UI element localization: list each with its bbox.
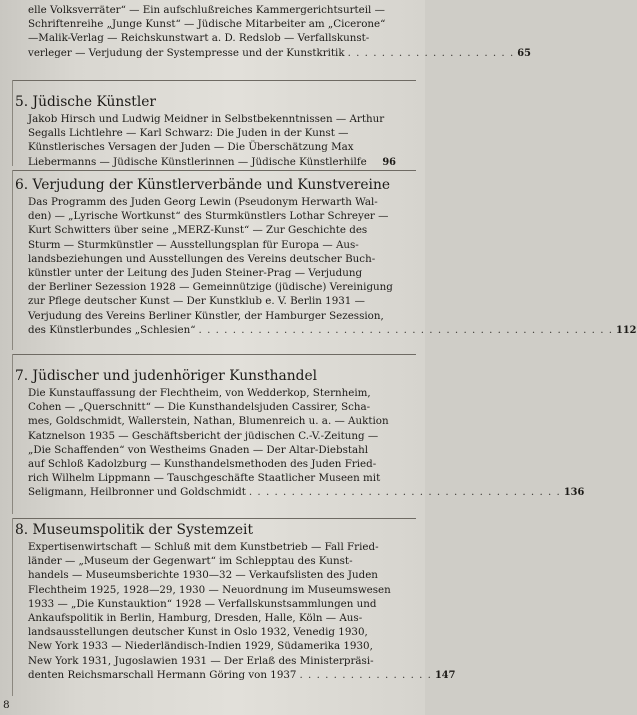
toc-line: rich Wilhelm Lippmann — Tauschgeschäfte Staatlicher Museen mit bbox=[28, 472, 381, 485]
section-divider bbox=[12, 354, 416, 355]
section-divider bbox=[12, 518, 416, 519]
section-4-continuation bbox=[28, 3, 531, 60]
toc-line-last: des Künstlerbundes „Schlesien“ . . . . . . . . . . . . . . . . . . . . . . . . . . . . . . . . . . . . . . . . . . . . . . . . . 112 bbox=[28, 323, 396, 337]
toc-line: Expertisenwirtschaft — Schluß mit dem Kunstbetrieb — Fall Fried- bbox=[28, 541, 379, 553]
section-8 bbox=[12, 522, 456, 682]
toc-line: der Berliner Sezession 1928 — Gemeinnützige (jüdische) Vereinigung bbox=[28, 281, 393, 294]
toc-line: länder — „Museum der Gegenwart“ im Schlepptau des Kunst- bbox=[28, 555, 353, 568]
page-number: 136 bbox=[563, 487, 585, 499]
leader-dots: . . . . . . . . . . . . . . . . . . . . . . . . . . . . . . . . . . . . . . . . . . . . . . . . . bbox=[198, 323, 614, 336]
toc-line: Katznelson 1935 — Geschäftsbericht der jüdischen C.-V.-Zeitung — bbox=[28, 429, 379, 442]
toc-line: mes, Goldschmidt, Wallerstein, Nathan, Blumenreich u. a. — Auktion bbox=[28, 415, 389, 428]
toc-line: auf Schloß Kadolzburg — Kunsthandelsmethoden des Juden Fried- bbox=[28, 457, 377, 470]
toc-line: „Die Schaffenden“ von Westheims Gnaden — Der Altar-Diebstahl bbox=[28, 443, 369, 456]
toc-line: New York 1931, Jugoslawien 1931 — Der Erlaß des Ministerpräsi- bbox=[28, 654, 374, 667]
section-6 bbox=[12, 177, 637, 337]
toc-line: Segalls Lichtlehre — Karl Schwarz: Die Juden in der Kunst — bbox=[28, 127, 349, 140]
toc-line: Flechtheim 1925, 1928—29, 1930 — Neuordnung im Museumswesen bbox=[28, 583, 391, 596]
toc-line: New York 1933 — Niederländisch-Indien 1929, Südamerika 1930, bbox=[28, 640, 373, 653]
page-number: 147 bbox=[434, 669, 456, 681]
toc-line: Sturm — Sturmkünstler — Ausstellungsplan für Europa — Aus- bbox=[28, 238, 359, 251]
toc-line: Künstlerisches Versagen der Juden — Die Überschätzung Max bbox=[28, 141, 354, 154]
section-divider bbox=[12, 170, 416, 171]
section-title: 5. Jüdische Künstler bbox=[15, 94, 157, 110]
toc-line: 1933 — „Die Kunstauktion“ 1928 — Verfallskunstsammlungen und bbox=[28, 597, 377, 610]
toc-line: zur Pflege deutscher Kunst — Der Kunstklub e. V. Berlin 1931 — bbox=[28, 295, 365, 308]
page-number: 65 bbox=[517, 47, 531, 59]
toc-line: Cohen — „Querschnitt“ — Die Kunsthandelsjuden Cassirer, Scha- bbox=[28, 401, 371, 414]
toc-line-last: denten Reichsmarschall Hermann Göring von 1937 . . . . . . . . . . . . . . . . 147 bbox=[28, 668, 396, 682]
toc-line: Jakob Hirsch und Ludwig Meidner in Selbstbekenntnissen — Arthur bbox=[28, 113, 385, 125]
page-folio: 8 bbox=[3, 699, 10, 711]
section-title: 7. Jüdischer und judenhöriger Kunsthandel bbox=[15, 368, 318, 384]
leader-dots: . . . . . . . . . . . . . . . . . . . . . . . . . . . . . . . . . . . . . bbox=[248, 486, 561, 499]
toc-line-last: Seligmann, Heilbronner und Goldschmidt . . . . . . . . . . . . . . . . . . . . . . . . . . . . . . . . . . . . . 136 bbox=[28, 485, 396, 499]
leader-dots: . . . . . . . . . . . . . . . . bbox=[299, 668, 432, 681]
section-title: 6. Verjudung der Künstlerverbände und Kunstvereine bbox=[15, 177, 390, 193]
section-5 bbox=[12, 94, 412, 169]
toc-line: Das Programm des Juden Georg Lewin (Pseudonym Herwarth Wal- bbox=[28, 196, 378, 208]
toc-line: Kurt Schwitters über seine „MERZ-Kunst“ — Zur Geschichte des bbox=[28, 224, 368, 237]
toc-line: —Malik-Verlag — Reichskunstwart a. D. Redslob — Verfallskunst- bbox=[28, 32, 370, 45]
toc-line: Ankaufspolitik in Berlin, Hamburg, Dresden, Halle, Köln — Aus- bbox=[28, 611, 363, 624]
toc-line-last: Liebermanns — Jüdische Künstlerinnen — Jüdische Künstlerhilfe 96 bbox=[28, 155, 396, 169]
toc-line: handels — Museumsberichte 1930—32 — Verkaufslisten des Juden bbox=[28, 569, 378, 582]
toc-line: landsausstellungen deutscher Kunst in Oslo 1932, Venedig 1930, bbox=[28, 626, 368, 639]
toc-line: elle Volksverräter“ — Ein aufschlußreiches Kammergerichtsurteil — bbox=[28, 4, 385, 16]
toc-line: künstler unter der Leitung des Juden Steiner-Prag — Verjudung bbox=[28, 266, 363, 279]
toc-line: Die Kunstauffassung der Flechtheim, von Wedderkop, Sternheim, bbox=[28, 387, 371, 399]
section-divider bbox=[12, 80, 416, 81]
leader-dots: . . . . . . . . . . . . . . . . . . . . bbox=[347, 46, 515, 59]
page-number: 96 bbox=[382, 156, 396, 168]
toc-line: Verjudung des Vereins Berliner Künstler, der Hamburger Sezession, bbox=[28, 309, 384, 322]
toc-line: Schriftenreihe „Junge Kunst“ — Jüdische Mitarbeiter am „Cicerone“ bbox=[28, 18, 386, 31]
toc-line: landsbeziehungen und Ausstellungen des Vereins deutscher Buch- bbox=[28, 252, 376, 265]
section-title: 8. Museumspolitik der Systemzeit bbox=[15, 522, 254, 538]
section-7 bbox=[12, 368, 585, 500]
page-number: 112 bbox=[616, 324, 637, 336]
toc-line-last: verleger — Verjudung der Systempresse und der Kunstkritik . . . . . . . . . . . . . . . . . . . . 65 bbox=[28, 46, 408, 60]
toc-line: den) — „Lyrische Wortkunst“ des Sturmkünstlers Lothar Schreyer — bbox=[28, 210, 389, 223]
